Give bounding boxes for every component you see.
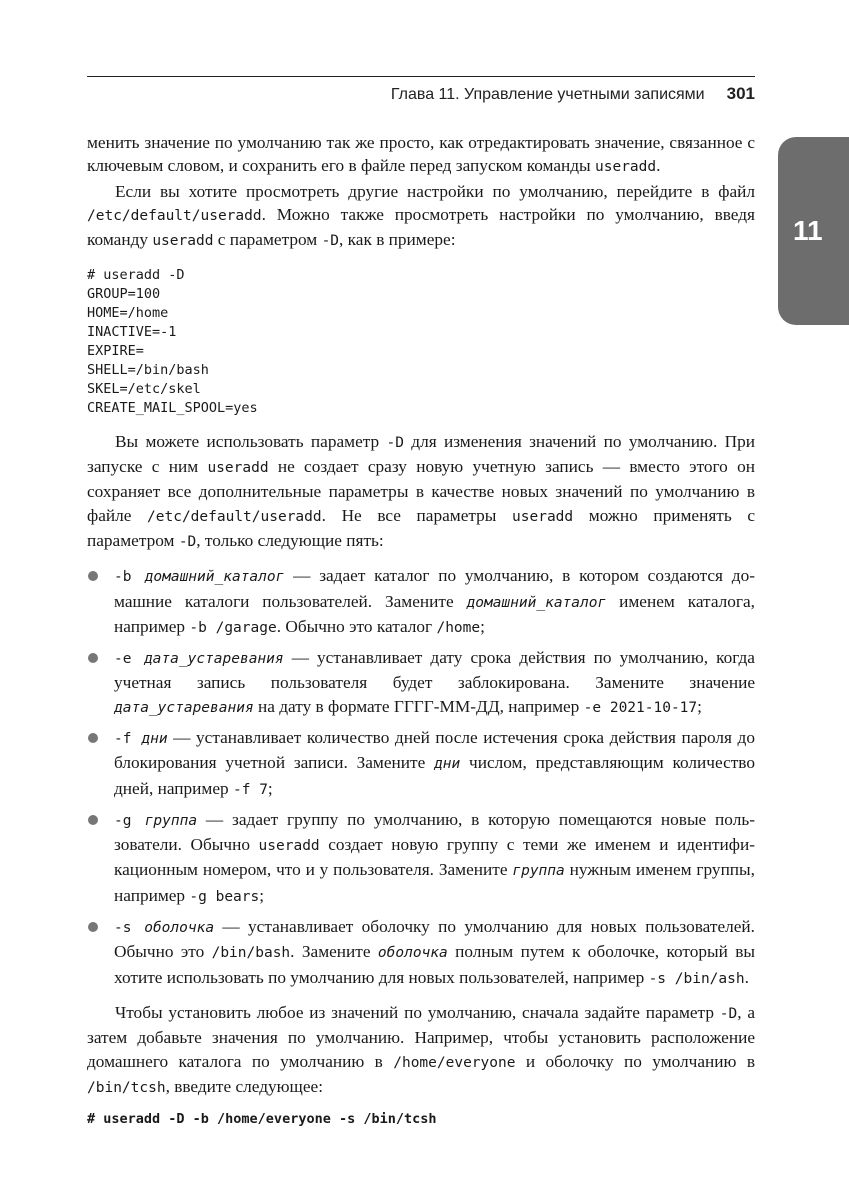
text-run: не создает сразу новую учетную запись — вместо этого он сохраняет все дополнительные параметры в качестве новых значений по умолчанию в файле	[87, 457, 756, 525]
inline-code: -f 7	[233, 781, 268, 798]
text-run: нужным именем группы, например	[114, 860, 755, 905]
text-run: Чтобы установить любое из значений по умолчанию, сначала задайте параметр	[115, 1002, 720, 1022]
text-run: , введите следующее:	[165, 1076, 323, 1096]
inline-code: useradd	[512, 508, 574, 525]
text-run: — устанавливает оболочку по умолчанию для новых пользователей. Обычно это	[114, 917, 755, 962]
list-item-b	[87, 564, 755, 640]
inline-code: /bin/tcsh	[87, 1079, 166, 1096]
list-item-g	[87, 808, 755, 909]
inline-argument: дни	[141, 731, 168, 747]
inline-code: -D	[178, 533, 197, 550]
inline-code: /bin/bash	[211, 945, 291, 962]
header-rule	[87, 76, 755, 77]
paragraph-3	[87, 430, 755, 554]
text-run: , а затем добавьте значения по умолчанию. Например, чтобы установить расположение домашнего каталога по умолчанию в	[87, 1002, 756, 1071]
text-run: ;	[480, 616, 485, 636]
text-run: с параметром	[213, 230, 322, 250]
text-run: полным путем к оболочке, который вы хотите использовать по умолчанию для новых пользователей, например	[114, 942, 755, 987]
paragraph-4	[87, 1001, 755, 1100]
inline-code: /home/everyone	[393, 1054, 516, 1071]
text-run: и оболочку по умолчанию в	[515, 1051, 755, 1071]
inline-code: -g	[114, 812, 145, 829]
code-block-useradd-example: # useradd -D -b /home/everyone -s /bin/tcsh	[87, 1111, 437, 1128]
text-run: для изменения значений по умолчанию. При запуске с ним	[87, 431, 755, 477]
list-item-f	[87, 726, 755, 802]
inline-argument: дата_устаревания	[114, 699, 254, 716]
text-run: — задает группу по умолчанию, в которую помещаются новые пользователи. Обычно	[114, 809, 755, 855]
text-run: — устанавливает количество дней после истечения срока действия пароля до блокирования учетной записи. Замените	[114, 728, 755, 773]
inline-argument: группа	[144, 812, 198, 829]
inline-argument: дни	[434, 756, 461, 773]
inline-argument: оболочка	[144, 920, 215, 937]
text-run: Если вы хотите просмотреть другие настройки по умолчанию, перейдите в файл	[115, 181, 755, 201]
inline-code: useradd	[207, 460, 269, 477]
text-run: создает новую группу с теми же именем и идентификационным номером, что и у пользователя. Замените	[114, 835, 755, 880]
inline-code: -D	[719, 1005, 738, 1022]
code-block-useradd-defaults: # useradd -D GROUP=100 HOME=/home INACTIVE=-1 EXPIRE= SHELL=/bin/bash SKEL=/etc/skel CREATE_MAIL_SPOOL=yes	[87, 267, 258, 416]
text-run: , только следующие пять:	[196, 530, 384, 550]
text-run: ;	[697, 696, 702, 716]
inline-code: /etc/default/useradd	[87, 207, 262, 224]
running-title: Глава 11. Управление учетными записями	[390, 86, 705, 103]
inline-code: useradd	[152, 233, 214, 250]
text-run: — устанавливает дату срока действия по умолчанию, когда учетная запись пользователя будет заблокирована. Замените значение	[114, 648, 755, 693]
page-body	[87, 131, 755, 1141]
text-run: .	[656, 156, 661, 176]
inline-code: -b /garage	[189, 619, 277, 636]
inline-code: -g bears	[189, 888, 260, 905]
inline-code: /etc/default/useradd	[147, 508, 322, 525]
inline-code: useradd	[595, 159, 657, 176]
inline-code: -s /bin/ash	[648, 970, 745, 987]
bullet-icon	[88, 815, 98, 825]
page-number: 301	[726, 84, 755, 103]
text-run: . Замените	[290, 942, 378, 962]
text-run: именем каталога, например	[114, 591, 755, 636]
chapter-thumb-tab	[778, 137, 849, 325]
text-run: на дату в формате ГГГГ-ММ-ДД, например	[253, 696, 584, 716]
inline-code: -b	[114, 569, 145, 586]
bullet-icon	[88, 733, 98, 743]
inline-code: useradd	[258, 838, 320, 855]
chapter-tab-number: 11	[793, 215, 823, 246]
text-run: — задает каталог по умолчанию, в котором создаются домашние каталоги пользователей. Замените	[114, 566, 755, 611]
inline-argument: дата_устаревания	[143, 651, 284, 668]
text-run: . Не все параметры	[321, 505, 513, 525]
inline-code: -e	[114, 651, 144, 668]
text-run: , как в примере:	[339, 230, 456, 250]
text-run: ;	[259, 885, 265, 905]
inline-code: -D	[386, 434, 404, 451]
paragraph-2	[87, 180, 755, 254]
paragraph-1	[87, 131, 755, 180]
inline-code: -e 2021-10-17	[583, 699, 698, 716]
inline-argument: оболочка	[377, 945, 448, 962]
inline-code: -s	[114, 920, 145, 937]
running-head	[87, 84, 755, 104]
list-item-s	[87, 915, 755, 991]
inline-code: -f	[114, 731, 142, 747]
bullet-icon	[88, 922, 98, 932]
inline-code: /home	[436, 619, 481, 636]
list-item-e	[87, 646, 755, 720]
text-run: Вы можете использовать параметр	[115, 431, 387, 451]
text-run: числом, представляющим количество дней, например	[114, 753, 755, 798]
bullet-icon	[88, 571, 98, 581]
text-run: можно применять с параметром	[87, 505, 755, 550]
options-list	[87, 564, 755, 991]
text-run: менить значение по умолчанию так же просто, как отредактировать значение, связанное с ключевым словом, и сохранить его в файле перед запуском команды	[87, 133, 755, 176]
text-run: . Можно также просмотреть настройки по умолчанию, введя команду	[87, 204, 755, 250]
text-run: . Обычно это каталог	[276, 616, 437, 636]
text-run: ;	[267, 778, 273, 798]
inline-argument: домашний_каталог	[466, 594, 607, 611]
inline-argument: группа	[512, 863, 565, 880]
inline-argument: домашний_каталог	[144, 569, 285, 586]
inline-code: -D	[321, 233, 340, 250]
bullet-icon	[88, 653, 98, 663]
text-run: .	[744, 967, 749, 987]
